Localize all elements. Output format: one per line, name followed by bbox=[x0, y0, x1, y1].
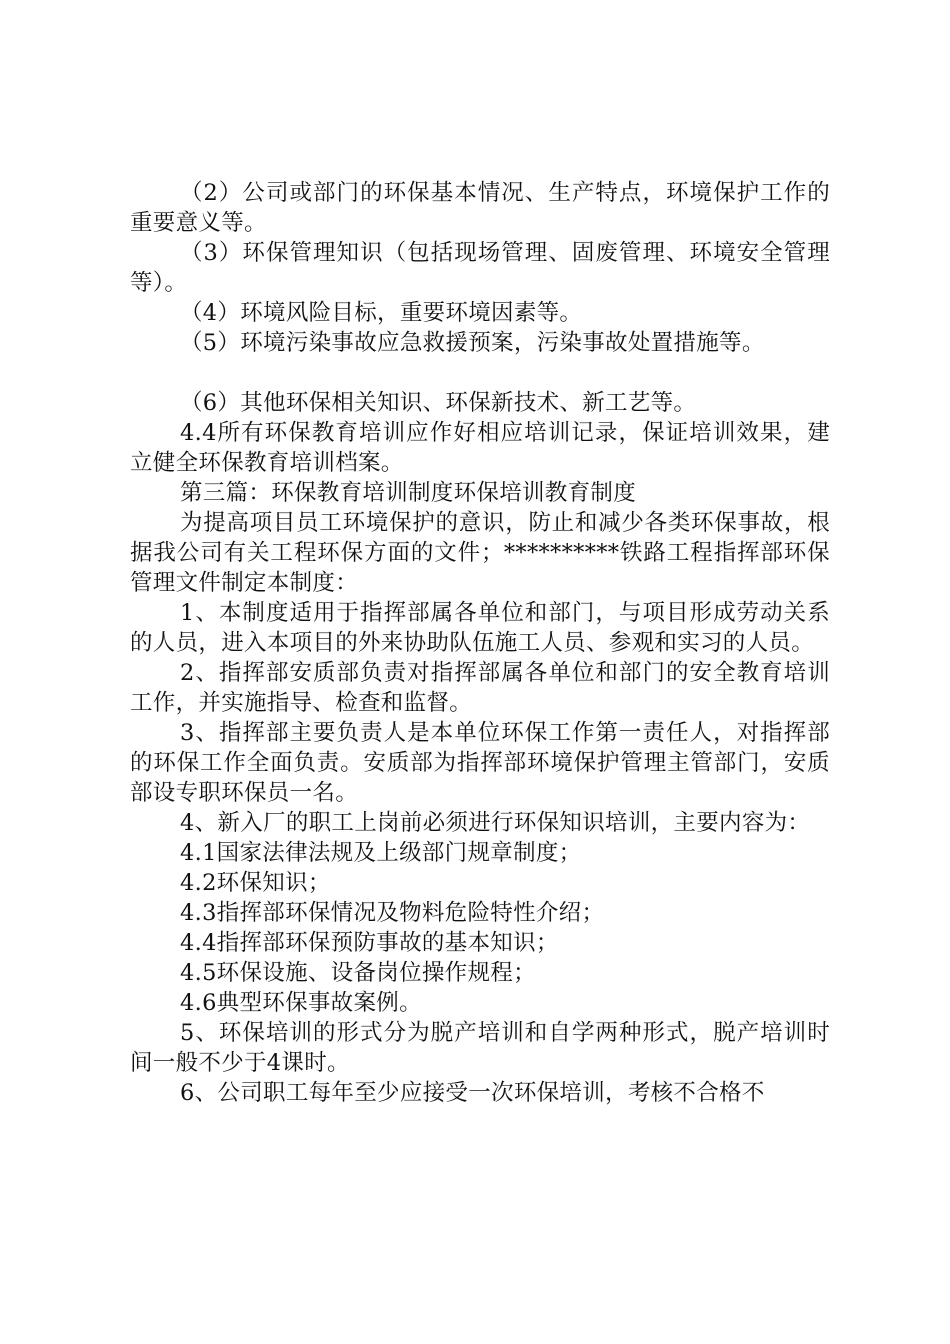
paragraph-clause-3: 3、指挥部主要负责人是本单位环保工作第一责任人，对指挥部的环保工作全面负责。安质部为指挥部环境保护管理主管部门，安质部设专职环保员一名。 bbox=[130, 720, 830, 806]
paragraph-item-2: （2）公司或部门的环保基本情况、生产特点，环境保护工作的重要意义等。 bbox=[130, 180, 830, 236]
paragraph-clause-4-6: 4.6典型环保事故案例。 bbox=[180, 990, 422, 1016]
paragraph-clause-2: 2、指挥部安质部负责对指挥部属各单位和部门的安全教育培训工作，并实施指导、检查和监督。 bbox=[130, 660, 830, 716]
paragraph-intro: 为提高项目员工环境保护的意识，防止和减少各类环保事故，根据我公司有关工程环保方面的文件；**********铁路工程指挥部环保管理文件制定本制度： bbox=[130, 510, 830, 596]
paragraph-4-4: 4.4所有环保教育培训应作好相应培训记录，保证培训效果，建立健全环保教育培训档案。 bbox=[130, 420, 830, 476]
paragraph-clause-4-5: 4.5环保设施、设备岗位操作规程； bbox=[180, 960, 536, 986]
paragraph-item-4: （4）环境风险目标，重要环境因素等。 bbox=[180, 300, 583, 326]
paragraph-clause-4: 4、新入厂的职工上岗前必须进行环保知识培训，主要内容为： bbox=[180, 810, 811, 836]
document-body bbox=[130, 178, 830, 1108]
paragraph-item-5: （5）环境污染事故应急救援预案，污染事故处置措施等。 bbox=[180, 330, 765, 356]
section-heading: 第三篇：环保教育培训制度环保培训教育制度 bbox=[180, 480, 637, 506]
paragraph-item-6: （6）其他环保相关知识、环保新技术、新工艺等。 bbox=[180, 390, 697, 416]
paragraph-clause-4-4: 4.4指挥部环保预防事故的基本知识； bbox=[180, 930, 559, 956]
paragraph-clause-1: 1、本制度适用于指挥部属各单位和部门，与项目形成劳动关系的人员，进入本项目的外来协助队伍施工人员、参观和实习的人员。 bbox=[130, 600, 830, 656]
paragraph-clause-5: 5、环保培训的形式分为脱产培训和自学两种形式，脱产培训时间一般不少于4课时。 bbox=[130, 1020, 830, 1076]
paragraph-clause-6: 6、公司职工每年至少应接受一次环保培训，考核不合格不 bbox=[180, 1080, 765, 1106]
paragraph-clause-4-2: 4.2环保知识； bbox=[180, 870, 331, 896]
paragraph-clause-4-1: 4.1国家法律法规及上级部门规章制度； bbox=[180, 840, 582, 866]
paragraph-clause-4-3: 4.3指挥部环保情况及物料危险特性介绍； bbox=[180, 900, 605, 926]
paragraph-item-3: （3）环保管理知识（包括现场管理、固废管理、环境安全管理等）。 bbox=[130, 240, 830, 296]
